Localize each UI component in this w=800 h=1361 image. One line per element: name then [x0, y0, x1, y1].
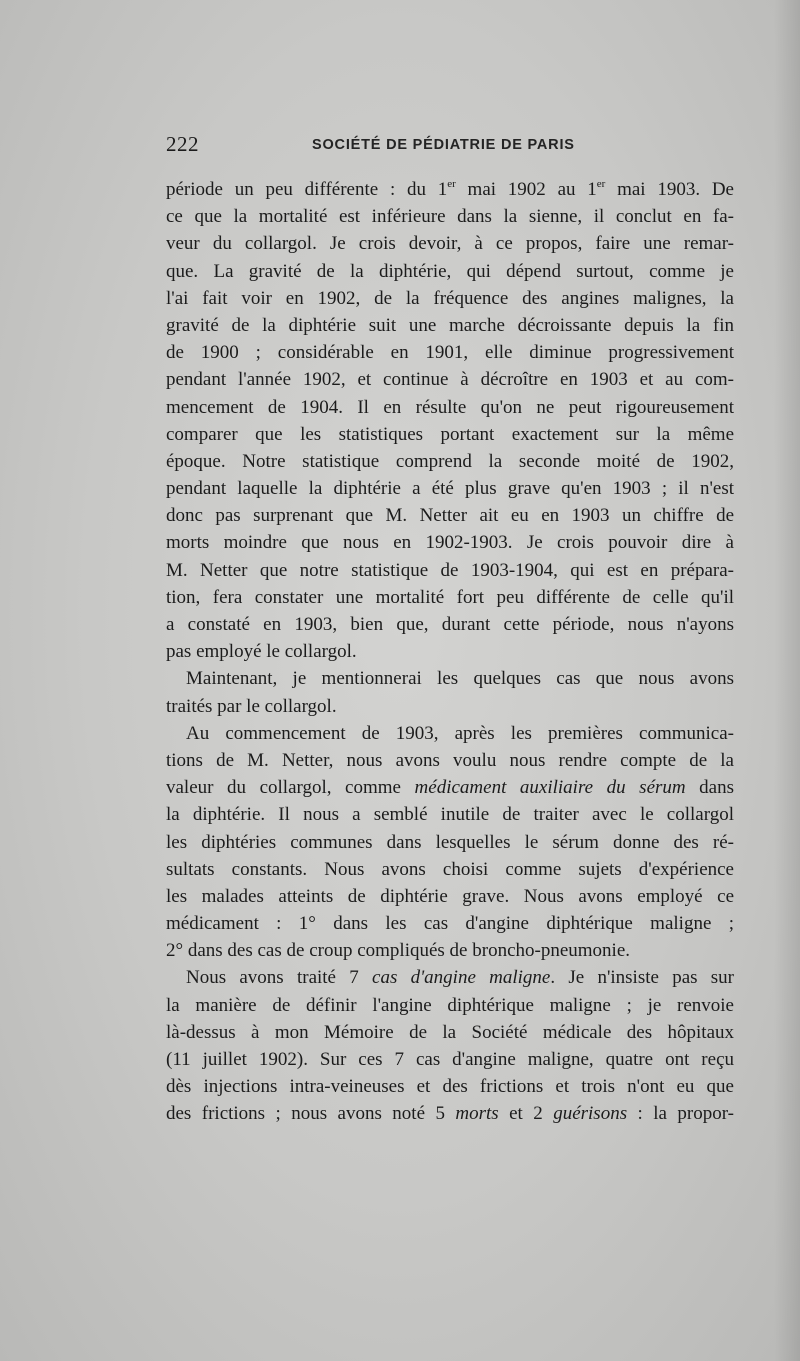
text-line: là-dessus à mon Mémoire de la Société médicale des hôpitaux	[166, 1021, 734, 1043]
text-line: la diphtérie. Il nous a semblé inutile de traiter avec le collargol	[166, 804, 734, 826]
text-line: de 1900 ; considérable en 1901, elle diminue progressivement	[166, 342, 734, 364]
text-line: ce que la mortalité est inférieure dans la sienne, il conclut en fa-	[166, 206, 734, 228]
text-line: pas employé le collargol.	[166, 641, 357, 663]
italic-word: morts	[455, 1103, 499, 1125]
text-line: l'ai fait voir en 1902, de la fréquence des angines malignes, la	[166, 287, 734, 309]
paragraph-start-line: Maintenant, je mentionnerai les quelques cas que nous avons	[186, 668, 734, 690]
text-line: tion, fera constater une mortalité fort peu différente de celle qu'il	[166, 586, 734, 608]
paragraph-start-line: Nous avons traité 7 cas d'angine maligne. Je n'insiste pas sur	[186, 967, 734, 989]
running-head: SOCIÉTÉ DE PÉDIATRIE DE PARIS	[312, 137, 575, 153]
text-line: sultats constants. Nous avons choisi comme sujets d'expérience	[166, 858, 734, 880]
text-line: que. La gravité de la diphtérie, qui dépend surtout, comme je	[166, 260, 734, 282]
text-line: pendant laquelle la diphtérie a été plus grave qu'en 1903 ; il n'est	[166, 478, 734, 500]
text-line: M. Netter que notre statistique de 1903-1904, qui est en prépara-	[166, 559, 734, 581]
text-line: morts moindre que nous en 1902-1903. Je crois pouvoir dire à	[166, 532, 734, 554]
page-number: 222	[166, 132, 199, 156]
body-text	[166, 176, 734, 1128]
text-line: période un peu différente : du 1er mai 1902 au 1er mai 1903. De	[166, 177, 734, 200]
text-line: les malades atteints de diphtérie grave. Nous avons employé ce	[166, 885, 734, 907]
text-line: dès injections intra-veineuses et des frictions et trois n'ont eu que	[166, 1076, 734, 1098]
text-line: des frictions ; nous avons noté 5 morts et 2 guérisons : la propor-	[166, 1103, 734, 1125]
text-line: époque. Notre statistique comprend la seconde moité de 1902,	[166, 450, 734, 472]
page-edge-shadow	[774, 0, 800, 1361]
italic-word: guérisons	[553, 1103, 628, 1125]
text-line: médicament : 1° dans les cas d'angine diphtérique maligne ;	[166, 913, 734, 935]
text-line: les diphtéries communes dans lesquelles le sérum donne des ré-	[166, 831, 734, 853]
text-line: traités par le collargol.	[166, 695, 337, 717]
text-line: valeur du collargol, comme médicament auxiliaire du sérum dans	[166, 777, 735, 799]
text-line: la manière de définir l'angine diphtérique maligne ; je renvoie	[166, 994, 734, 1016]
text-line: gravité de la diphtérie suit une marche décroissante depuis la fin	[166, 314, 734, 336]
text-line: donc pas surprenant que M. Netter ait eu en 1903 un chiffre de	[166, 505, 734, 527]
italic-phrase: médicament auxiliaire du sérum	[414, 777, 686, 799]
text-line: (11 juillet 1902). Sur ces 7 cas d'angine maligne, quatre ont reçu	[166, 1049, 734, 1070]
text-line: tions de M. Netter, nous avons voulu nous rendre compte de la	[166, 749, 734, 771]
text-line: pendant l'année 1902, et continue à décroître en 1903 et au com-	[166, 369, 734, 391]
text-line: a constaté en 1903, bien que, durant cette période, nous n'ayons	[166, 614, 734, 635]
text-line: comparer que les statistiques portant exactement sur la même	[166, 423, 734, 445]
paragraph-start-line: Au commencement de 1903, après les premières communica-	[186, 722, 734, 744]
text-line: mencement de 1904. Il en résulte qu'on ne peut rigoureusement	[166, 396, 734, 418]
italic-phrase: cas d'angine maligne	[372, 967, 551, 989]
text-line: 2° dans des cas de croup compliqués de broncho-pneumonie.	[166, 940, 630, 962]
page-header	[166, 130, 736, 160]
text-line: veur du collargol. Je crois devoir, à ce propos, faire une remar-	[166, 233, 734, 255]
